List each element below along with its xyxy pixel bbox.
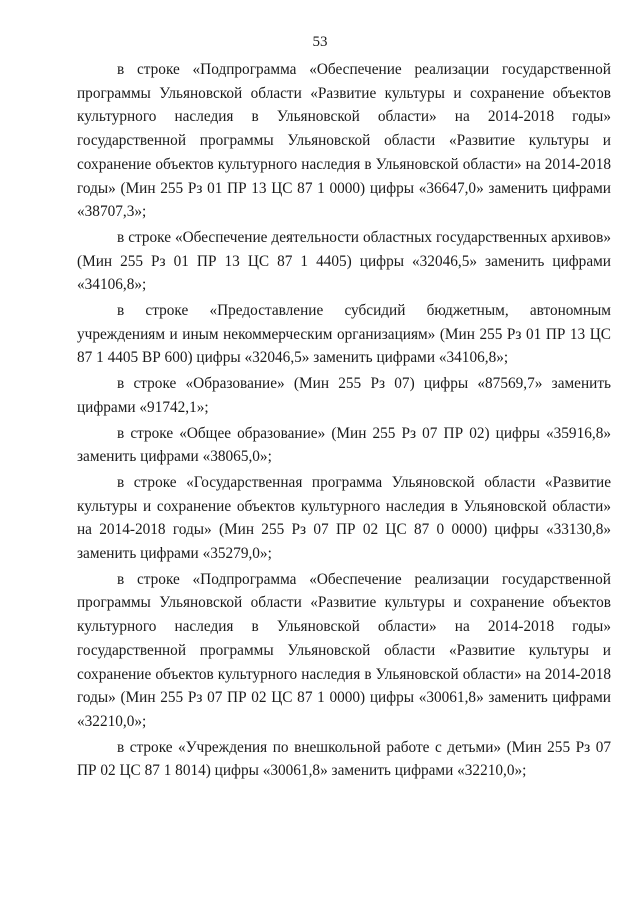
paragraph-5: в строке «Общее образование» (Мин 255 Рз 07 ПР 02) цифры «35916,8» заменить цифрами «38065,0»; bbox=[77, 424, 611, 466]
paragraph-6: в строке «Государственная программа Ульяновской области «Развитие культуры и сохранение объектов культурного наследия в Ульяновской области» на 2014-2018 годы» (Мин 255 Рз 07 ПР 02 ЦС 87 0 0000) цифры «33130,8» заменить цифрами «35279,0»; bbox=[77, 473, 611, 563]
paragraph-1: в строке «Подпрограмма «Обеспечение реализации государственной программы Ульяновской области «Развитие культуры и сохранение объектов культурного наследия в Ульяновской области» на 2014-2018 годы» государственной программы Ульяновской области «Развитие культуры и сохранение объектов культурного наследия в Ульяновской области» на 2014-2018 годы» (Мин 255 Рз 01 ПР 13 ЦС 87 1 0000) цифры «36647,0» заменить цифрами «38707,3»; bbox=[77, 61, 611, 221]
paragraph-8: в строке «Учреждения по внешкольной работе с детьми» (Мин 255 Рз 07 ПР 02 ЦС 87 1 8014) цифры «30061,8» заменить цифрами «32210,0»; bbox=[77, 738, 611, 780]
page-number: 53 bbox=[312, 34, 328, 50]
paragraph-2: в строке «Обеспечение деятельности областных государственных архивов» (Мин 255 Рз 01 ПР 13 ЦС 87 1 4405) цифры «32046,5» заменить цифрами «34106,8»; bbox=[77, 228, 611, 294]
paragraph-7: в строке «Подпрограмма «Обеспечение реализации государственной программы Ульяновской области «Развитие культуры и сохранение объектов культурного наследия в Ульяновской области» на 2014-2018 годы» государственной программы Ульяновской области «Развитие культуры и сохранение объектов культурного наследия в Ульяновской области» на 2014-2018 годы» (Мин 255 Рз 07 ПР 02 ЦС 87 1 0000) цифры «30061,8» заменить цифрами «32210,0»; bbox=[77, 570, 611, 730]
paragraph-4: в строке «Образование» (Мин 255 Рз 07) цифры «87569,7» заменить цифрами «91742,1»; bbox=[77, 375, 611, 416]
paragraph-3: в строке «Предоставление субсидий бюджетным, автономным учреждениям и иным некоммерческим организациям» (Мин 255 Рз 01 ПР 13 ЦС 87 1 4405 ВР 600) цифры «32046,5» заменить цифрами «34106,8»; bbox=[77, 302, 611, 367]
document-body bbox=[77, 58, 611, 783]
